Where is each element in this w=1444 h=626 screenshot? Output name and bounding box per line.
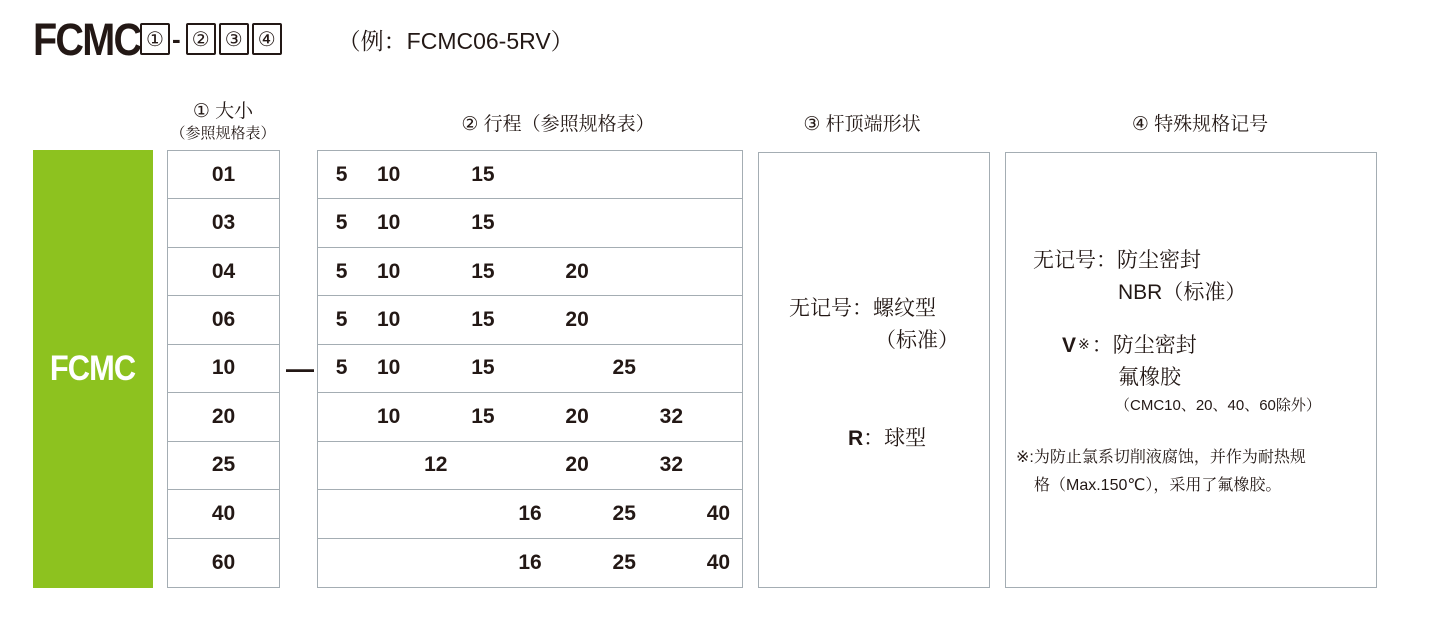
- stroke-cell: [365, 539, 412, 587]
- special-option2-reference-mark: ※: [1078, 336, 1090, 352]
- stroke-cell: 10: [376, 259, 401, 283]
- stroke-cell: [412, 248, 459, 295]
- stroke-cell: [601, 393, 648, 440]
- rod-end-option2-label: 球型: [884, 427, 927, 450]
- stroke-row-size-20: [318, 393, 742, 441]
- stroke-cell: [695, 345, 742, 392]
- stroke-row-size-60: [318, 539, 742, 587]
- model-code-row: [33, 14, 574, 64]
- stroke-cell: 32: [659, 404, 683, 428]
- stroke-cell: [412, 539, 459, 587]
- stroke-cell: 15: [471, 162, 495, 186]
- special-option-nbr: [1033, 244, 1201, 274]
- code-digit-3: ③: [224, 28, 243, 51]
- stroke-cell: [554, 539, 601, 587]
- example-model-number: （例：FCMC06-5RV）: [337, 27, 574, 54]
- stroke-cell: [459, 539, 506, 587]
- stroke-cell: 5: [335, 259, 348, 283]
- stroke-cell: 16: [518, 501, 542, 525]
- special-option-nbr-line2: NBR（标准）: [1118, 281, 1247, 304]
- stroke-cell: 40: [706, 501, 731, 525]
- size-header-line1: ① 大小: [192, 101, 254, 122]
- stroke-row-size-25: [318, 442, 742, 490]
- rod-end-option-threaded: [789, 292, 936, 322]
- stroke-cell: 20: [565, 404, 589, 428]
- special-option1-colon: ：: [1096, 249, 1117, 272]
- size-cell-20: 20: [168, 393, 279, 441]
- size-cell-25: 25: [168, 442, 279, 490]
- stroke-cell: 5: [335, 308, 348, 332]
- code-separator-dash: -: [172, 24, 181, 54]
- stroke-cell: 20: [565, 453, 589, 477]
- size-cell-40: 40: [168, 490, 279, 538]
- size-cell-60: 60: [211, 550, 236, 574]
- special-option-v: [1062, 329, 1197, 359]
- stroke-cell: 5: [335, 211, 348, 235]
- stroke-cell: 12: [424, 453, 448, 477]
- stroke-cell: 25: [612, 501, 636, 525]
- stroke-cell: [601, 248, 648, 295]
- stroke-cell: [648, 345, 695, 392]
- stroke-cell: 20: [565, 259, 589, 283]
- stroke-cell: [506, 151, 553, 198]
- footnote-line2: 格（Max.150℃），采用了氟橡胶。: [1034, 477, 1282, 494]
- stroke-cell: [554, 199, 601, 246]
- stroke-column-header: ② 行程（参照规格表）: [461, 114, 655, 135]
- rod-end-column-header: ③ 杆顶端形状: [803, 114, 921, 135]
- stroke-table: [317, 150, 743, 588]
- stroke-cell: [554, 151, 601, 198]
- stroke-cell: [365, 490, 412, 537]
- stroke-cell: [695, 151, 742, 198]
- special-option2-label: 防尘密封: [1112, 334, 1197, 357]
- stroke-cell: 15: [471, 356, 495, 380]
- stroke-cell: 10: [376, 356, 401, 380]
- stroke-cell: 15: [471, 211, 495, 235]
- stroke-cell: [601, 151, 648, 198]
- brand-label: FCMC: [50, 349, 136, 388]
- special-option1-label: 防尘密封: [1117, 249, 1201, 272]
- stroke-cell: [695, 248, 742, 295]
- stroke-cell: [412, 393, 459, 440]
- special-column-header: ④ 特殊规格记号: [1131, 114, 1269, 135]
- stroke-cell: [318, 393, 365, 440]
- stroke-cell: [554, 345, 601, 392]
- size-cell-04: 04: [168, 248, 279, 296]
- special-option-v-line2: 氟橡胶: [1118, 366, 1181, 389]
- stroke-cell: [648, 199, 695, 246]
- stroke-cell: [695, 442, 742, 489]
- code-digit-box-4: [252, 23, 282, 55]
- stroke-cell: 25: [612, 356, 636, 380]
- stroke-cell: [506, 296, 553, 343]
- stroke-row-size-01: [318, 151, 742, 199]
- code-digit-box-1: [140, 23, 170, 55]
- stroke-cell: [459, 490, 506, 537]
- special-option2-colon: ：: [1091, 334, 1113, 357]
- stroke-cell: [506, 345, 553, 392]
- stroke-row-size-10: [318, 345, 742, 393]
- rod-end-option1-code: 无记号: [789, 297, 852, 320]
- size-header-line2: （参照规格表）: [170, 124, 276, 142]
- size-stroke-dash: —: [286, 353, 314, 384]
- stroke-cell: 10: [376, 308, 401, 332]
- stroke-cell: 40: [706, 550, 731, 574]
- model-code: FCMC: [33, 13, 141, 65]
- code-digit-box-3: [219, 23, 249, 55]
- stroke-row-size-03: [318, 199, 742, 247]
- special-option-v-note: （CMC10、20、40、60除外）: [1115, 397, 1321, 414]
- size-cell-03: 03: [168, 199, 279, 247]
- rod-end-option1-colon: ：: [852, 297, 873, 320]
- code-digit-2: ②: [191, 28, 210, 51]
- code-digit-box-2: [186, 23, 216, 55]
- stroke-cell: [601, 199, 648, 246]
- stroke-cell: [365, 442, 412, 489]
- stroke-cell: [412, 490, 459, 537]
- stroke-cell: 10: [376, 211, 401, 235]
- rod-end-option2-code: R: [848, 427, 864, 450]
- code-digit-4: ④: [257, 28, 276, 51]
- stroke-cell: [648, 296, 695, 343]
- rod-end-option-ball: [848, 422, 926, 452]
- stroke-cell: [318, 490, 365, 537]
- footnote-line1: ※:为防止氯系切削液腐蚀，并作为耐热规: [1016, 449, 1306, 466]
- stroke-cell: 15: [471, 259, 495, 283]
- stroke-cell: [412, 199, 459, 246]
- size-cell-10: 10: [168, 345, 279, 393]
- special-spec-box: [1005, 152, 1377, 588]
- size-cell-06: 06: [168, 296, 279, 344]
- stroke-cell: 15: [471, 404, 495, 428]
- stroke-cell: [695, 296, 742, 343]
- stroke-cell: [648, 539, 695, 587]
- stroke-row-size-06: [318, 296, 742, 344]
- stroke-cell: [506, 248, 553, 295]
- stroke-cell: [695, 393, 742, 440]
- stroke-cell: [648, 151, 695, 198]
- stroke-cell: 10: [376, 404, 401, 428]
- stroke-cell: 10: [376, 162, 401, 186]
- rod-end-box: [758, 152, 990, 588]
- size-cell-01: 01: [168, 151, 279, 199]
- size-column: [167, 150, 280, 588]
- rod-end-option1-label: 螺纹型: [873, 297, 936, 320]
- stroke-cell: [506, 199, 553, 246]
- stroke-cell: [412, 345, 459, 392]
- stroke-cell: [506, 393, 553, 440]
- stroke-cell: [412, 296, 459, 343]
- stroke-cell: [648, 248, 695, 295]
- stroke-cell: 5: [335, 356, 348, 380]
- size-column-header: [170, 101, 275, 142]
- stroke-cell: [318, 539, 365, 587]
- stroke-cell: [695, 199, 742, 246]
- stroke-cell: [318, 442, 365, 489]
- stroke-cell: [601, 296, 648, 343]
- rod-end-option2-colon: ：: [863, 427, 885, 450]
- special-option2-code: V: [1062, 334, 1077, 357]
- stroke-cell: 5: [335, 162, 348, 186]
- stroke-cell: [601, 442, 648, 489]
- stroke-cell: 32: [659, 453, 683, 477]
- stroke-cell: [506, 442, 553, 489]
- stroke-row-size-40: [318, 490, 742, 538]
- stroke-cell: 16: [518, 550, 542, 574]
- code-digit-1: ①: [146, 28, 164, 51]
- stroke-cell: [648, 490, 695, 537]
- stroke-cell: [459, 442, 506, 489]
- rod-end-option-threaded-note: （标准）: [875, 329, 959, 352]
- stroke-row-size-04: [318, 248, 742, 296]
- stroke-cell: 15: [471, 308, 495, 332]
- special-option1-code: 无记号: [1033, 249, 1096, 272]
- stroke-cell: 25: [612, 550, 636, 574]
- stroke-cell: [554, 490, 601, 537]
- stroke-cell: 20: [565, 308, 589, 332]
- stroke-cell: [412, 151, 459, 198]
- brand-block: [33, 150, 153, 588]
